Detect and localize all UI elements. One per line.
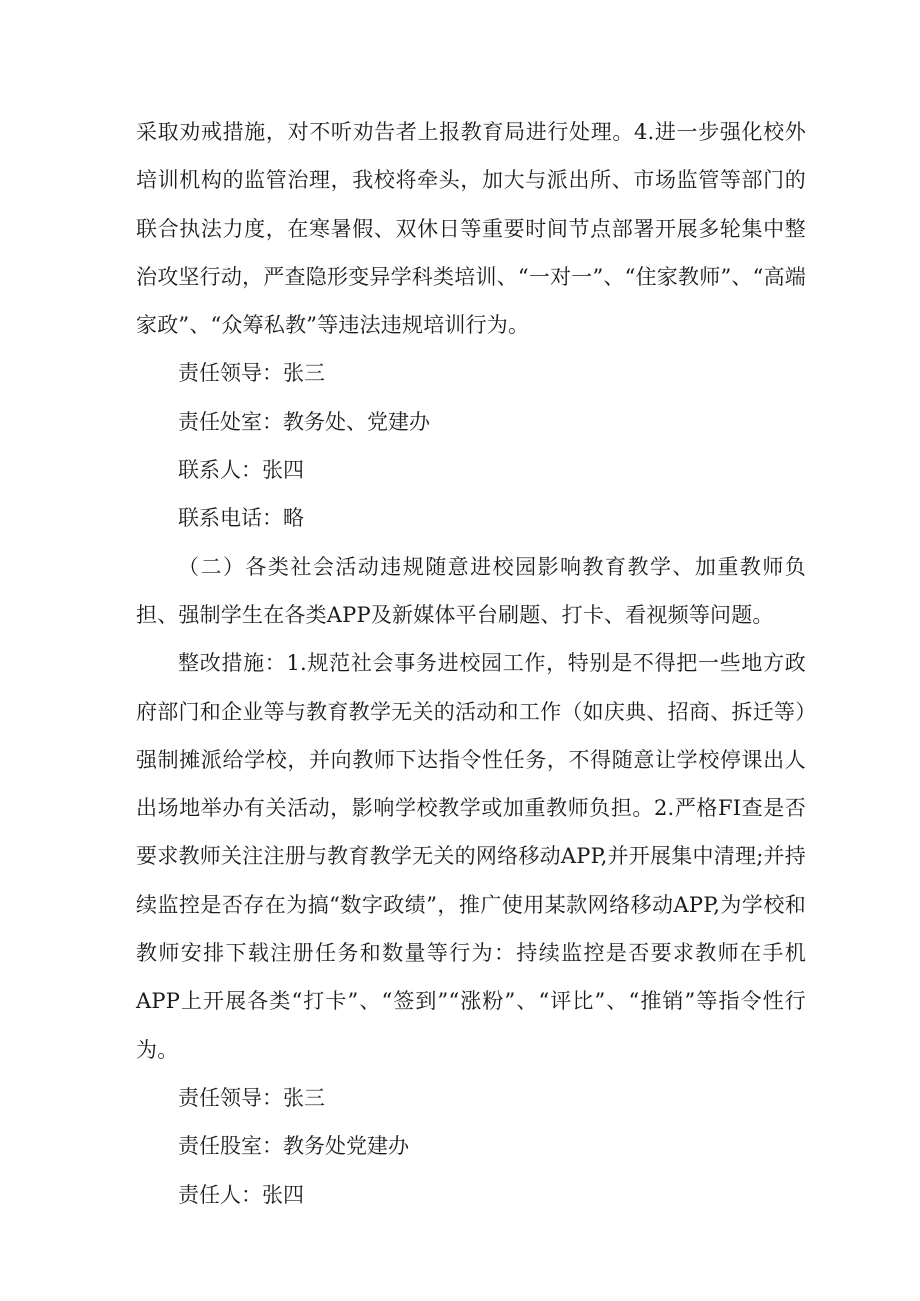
paragraph-rectification-measures: 整改措施：1.规范社会事务进校园工作，特别是不得把一些地方政府部门和企业等与教育教学无关的活动和工作（如庆典、招商、拆迁等）强制摊派给学校，并向教师下达指令性任务，不得随意让学校停课出人出场地举办有关活动，影响学校教学或加重教师负担。2.严格FI查是否要求教师关注注册与教育教学无关的网络移动APP,并开展集中清理;并持续监控是否存在为搞“数字政绩”，推广使用某款网络移动APP,为学校和教师安排下载注册任务和数量等行为：持续监控是否要求教师在手机APP上开展各类“打卡”、“签到”“涨粉”、“评比”、“推销”等指令性行为。 [136,651,806,1062]
contact-person-1: 联系人：张四 [178,458,304,483]
responsible-leader-1: 责任领导：张三 [178,361,325,386]
contact-phone-1: 联系电话：略 [178,506,304,531]
responsible-leader-2: 责任领导：张三 [178,1085,325,1110]
responsible-office-1: 责任处室：教务处、党建办 [178,409,430,434]
responsible-office-2: 责任股室：教务处党建办 [178,1134,409,1159]
section-heading-2: （二）各类社会活动违规随意进校园影响教育教学、加重教师负担、强制学生在各类APP及新媒体平台刷题、打卡、看视频等问题。 [136,554,806,627]
document-body [136,108,806,1219]
paragraph-training-supervision: 采取劝戒措施，对不听劝告者上报教育局进行处理。4.进一步强化校外培训机构的监管治理，我校将牵头，加大与派出所、市场监管等部门的联合执法力度，在寒暑假、双休日等重要时间节点部署开展多轮集中整治攻坚行动，严查隐形变异学科类培训、“一对一”、“住家教师”、“高端家政”、“众筹私教”等违法违规培训行为。 [136,120,806,338]
responsible-person-2: 责任人：张四 [178,1182,304,1207]
